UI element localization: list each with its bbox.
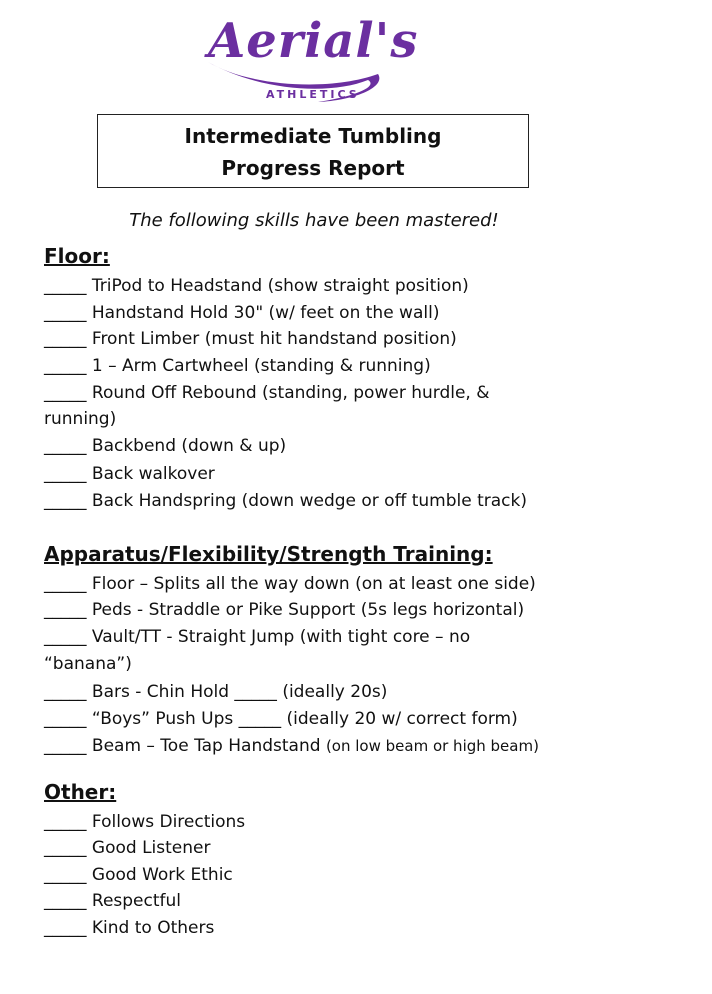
checklist-item: _____ Back Handspring (down wedge or off tumble track)	[44, 491, 527, 511]
checklist-item: _____ 1 – Arm Cartwheel (standing & running)	[44, 356, 431, 376]
checklist-item: _____ Follows Directions	[44, 812, 246, 832]
checklist-item: _____ Floor – Splits all the way down (on at least one side)	[44, 574, 536, 594]
checklist-item-continuation: “banana”)	[44, 654, 132, 674]
checklist-item: _____ Front Limber (must hit handstand position)	[44, 329, 457, 349]
section-heading-other: Other:	[44, 780, 117, 804]
report-title-line2: Progress Report	[221, 156, 405, 180]
checklist-item: _____ TriPod to Headstand (show straight position)	[44, 276, 469, 296]
tagline: The following skills have been mastered!	[129, 210, 499, 231]
checklist-item	[44, 733, 539, 759]
checklist-item: _____ “Boys” Push Ups _____ (ideally 20 w/ correct form)	[44, 709, 518, 729]
aerials-logo	[208, 12, 419, 101]
checklist-item: _____ Bars - Chin Hold _____ (ideally 20s)	[44, 682, 388, 702]
section-heading-apparatus: Apparatus/Flexibility/Strength Training:	[44, 542, 493, 566]
checklist-item: _____ Round Off Rebound (standing, power hurdle, &	[44, 383, 490, 403]
report-title-line1: Intermediate Tumbling	[184, 124, 442, 148]
checklist-item: _____ Backbend (down & up)	[44, 436, 287, 456]
checklist-item: _____ Good Listener	[44, 838, 211, 858]
checklist-item: _____ Kind to Others	[44, 918, 215, 938]
checklist-item: _____ Respectful	[44, 891, 182, 911]
checklist-item-continuation: running)	[44, 409, 117, 429]
logo-subtitle: ATHLETICS	[266, 88, 360, 101]
checklist-item: _____ Handstand Hold 30" (w/ feet on the wall)	[44, 303, 440, 323]
checklist-item: _____ Back walkover	[44, 464, 215, 484]
checklist-item-text: _____ Beam – Toe Tap Handstand	[44, 736, 321, 756]
checklist-item: _____ Good Work Ethic	[44, 865, 233, 885]
section-heading-floor: Floor:	[44, 244, 110, 268]
checklist-item: _____ Peds - Straddle or Pike Support (5s legs horizontal)	[44, 600, 525, 620]
logo-wordmark: Aerial's	[208, 13, 419, 69]
checklist-item-note: (on low beam or high beam)	[325, 737, 539, 755]
checklist-item: _____ Vault/TT - Straight Jump (with tight core – no	[44, 627, 471, 647]
report-title-box	[97, 114, 529, 188]
